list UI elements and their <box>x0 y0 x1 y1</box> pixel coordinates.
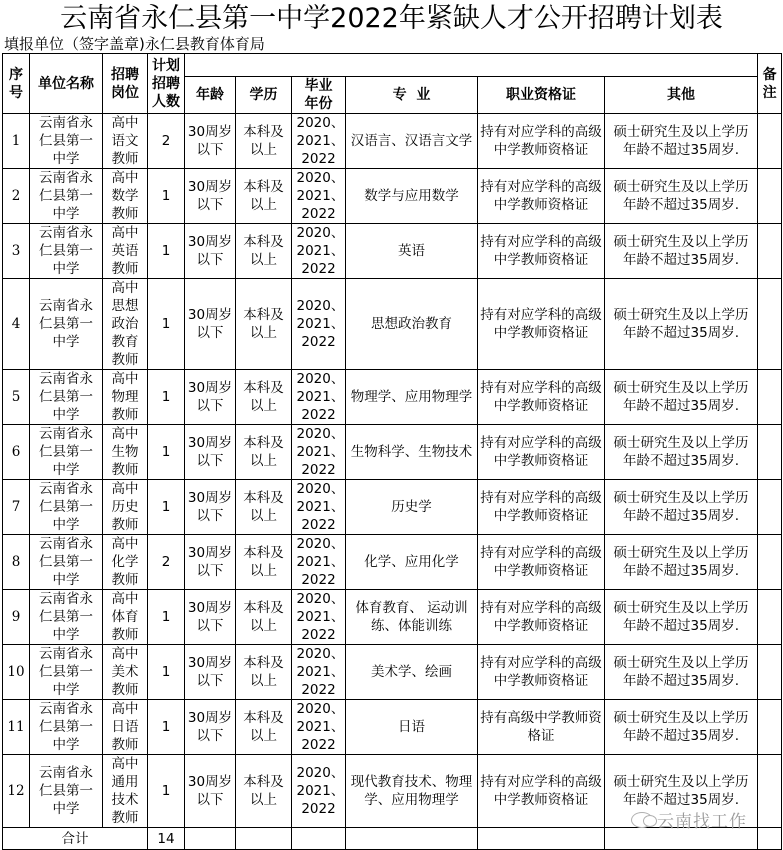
row-certificate: 持有对应学科的高级中学教师资格证 <box>478 169 605 224</box>
row-major: 美术学、绘画 <box>346 645 478 700</box>
table-row <box>3 224 782 279</box>
row-grad-year: 2020、2021、2022 <box>292 114 346 169</box>
row-planned: 1 <box>148 279 185 370</box>
row-position: 高中化学教师 <box>103 535 148 590</box>
row-unit: 云南省永仁县第一中学 <box>30 755 103 828</box>
row-other: 硕士研究生及以上学历年龄不超过35周岁. <box>605 279 758 370</box>
header-planned: 计划招聘人数 <box>148 54 185 114</box>
table-row <box>3 700 782 755</box>
row-position: 高中数学教师 <box>103 169 148 224</box>
row-certificate: 持有对应学科的高级中学教师资格证 <box>478 114 605 169</box>
row-planned: 1 <box>148 370 185 425</box>
wechat-icon <box>631 812 653 828</box>
row-education: 本科及以上 <box>236 535 292 590</box>
row-seq: 7 <box>3 480 30 535</box>
table-row <box>3 480 782 535</box>
row-grad-year: 2020、2021、2022 <box>292 425 346 480</box>
row-certificate: 持有高级中学教师资格证 <box>478 700 605 755</box>
row-other: 硕士研究生及以上学历年龄不超过35周岁. <box>605 169 758 224</box>
row-grad-year: 2020、2021、2022 <box>292 169 346 224</box>
row-certificate: 持有对应学科的高级中学教师资格证 <box>478 370 605 425</box>
row-unit: 云南省永仁县第一中学 <box>30 279 103 370</box>
row-education: 本科及以上 <box>236 224 292 279</box>
row-age: 30周岁以下 <box>185 480 236 535</box>
row-major: 体育教育、 运动训练、体能训练 <box>346 590 478 645</box>
row-education: 本科及以上 <box>236 370 292 425</box>
table-row <box>3 370 782 425</box>
header-major: 专 业 <box>346 77 478 114</box>
row-seq: 6 <box>3 425 30 480</box>
row-grad-year: 2020、2021、2022 <box>292 700 346 755</box>
total-label: 合计 <box>3 828 148 850</box>
header-requirements-group <box>185 54 758 77</box>
row-remark <box>758 590 782 645</box>
row-position: 高中语文教师 <box>103 114 148 169</box>
row-certificate: 持有对应学科的高级中学教师资格证 <box>478 755 605 828</box>
table-row <box>3 169 782 224</box>
row-major: 生物科学、生物技术 <box>346 425 478 480</box>
row-unit: 云南省永仁县第一中学 <box>30 114 103 169</box>
row-seq: 12 <box>3 755 30 828</box>
row-major: 英语 <box>346 224 478 279</box>
table-row <box>3 535 782 590</box>
row-remark <box>758 755 782 828</box>
row-unit: 云南省永仁县第一中学 <box>30 645 103 700</box>
row-other: 硕士研究生及以上学历年龄不超过35周岁. <box>605 114 758 169</box>
table-row <box>3 279 782 370</box>
row-age: 30周岁以下 <box>185 114 236 169</box>
row-certificate: 持有对应学科的高级中学教师资格证 <box>478 224 605 279</box>
row-grad-year: 2020、2021、2022 <box>292 535 346 590</box>
row-unit: 云南省永仁县第一中学 <box>30 169 103 224</box>
table-row <box>3 590 782 645</box>
row-age: 30周岁以下 <box>185 590 236 645</box>
row-other: 硕士研究生及以上学历年龄不超过35周岁. <box>605 700 758 755</box>
row-education: 本科及以上 <box>236 590 292 645</box>
row-age: 30周岁以下 <box>185 755 236 828</box>
watermark-text: 云南找工作 <box>657 812 747 832</box>
row-age: 30周岁以下 <box>185 224 236 279</box>
row-unit: 云南省永仁县第一中学 <box>30 224 103 279</box>
row-planned: 2 <box>148 114 185 169</box>
row-position: 高中通用技术教师 <box>103 755 148 828</box>
row-seq: 8 <box>3 535 30 590</box>
row-unit: 云南省永仁县第一中学 <box>30 590 103 645</box>
row-education: 本科及以上 <box>236 425 292 480</box>
row-unit: 云南省永仁县第一中学 <box>30 535 103 590</box>
row-planned: 1 <box>148 169 185 224</box>
row-other: 硕士研究生及以上学历年龄不超过35周岁. <box>605 224 758 279</box>
row-grad-year: 2020、2021、2022 <box>292 224 346 279</box>
row-grad-year: 2020、2021、2022 <box>292 755 346 828</box>
row-remark <box>758 169 782 224</box>
row-unit: 云南省永仁县第一中学 <box>30 480 103 535</box>
row-remark <box>758 700 782 755</box>
row-age: 30周岁以下 <box>185 645 236 700</box>
row-position: 高中体育教师 <box>103 590 148 645</box>
row-position: 高中英语教师 <box>103 224 148 279</box>
row-unit: 云南省永仁县第一中学 <box>30 370 103 425</box>
row-major: 思想政治教育 <box>346 279 478 370</box>
row-remark <box>758 224 782 279</box>
row-education: 本科及以上 <box>236 700 292 755</box>
row-position: 高中历史教师 <box>103 480 148 535</box>
row-education: 本科及以上 <box>236 645 292 700</box>
row-major: 历史学 <box>346 480 478 535</box>
row-seq: 5 <box>3 370 30 425</box>
row-other: 硕士研究生及以上学历年龄不超过35周岁. <box>605 590 758 645</box>
row-seq: 11 <box>3 700 30 755</box>
row-remark <box>758 114 782 169</box>
header-education: 学历 <box>236 77 292 114</box>
row-seq: 3 <box>3 224 30 279</box>
row-certificate: 持有对应学科的高级中学教师资格证 <box>478 480 605 535</box>
table-row <box>3 645 782 700</box>
row-other: 硕士研究生及以上学历年龄不超过35周岁. <box>605 535 758 590</box>
row-planned: 1 <box>148 590 185 645</box>
row-planned: 1 <box>148 425 185 480</box>
row-other: 硕士研究生及以上学历年龄不超过35周岁. <box>605 425 758 480</box>
row-major: 数学与应用数学 <box>346 169 478 224</box>
row-position: 高中思想政治教育教师 <box>103 279 148 370</box>
row-planned: 1 <box>148 645 185 700</box>
row-remark <box>758 370 782 425</box>
row-position: 高中物理教师 <box>103 370 148 425</box>
row-education: 本科及以上 <box>236 755 292 828</box>
row-major: 化学、应用化学 <box>346 535 478 590</box>
row-unit: 云南省永仁县第一中学 <box>30 425 103 480</box>
header-position: 招聘岗位 <box>103 54 148 114</box>
row-education: 本科及以上 <box>236 114 292 169</box>
row-remark <box>758 480 782 535</box>
row-certificate: 持有对应学科的高级中学教师资格证 <box>478 279 605 370</box>
row-age: 30周岁以下 <box>185 700 236 755</box>
row-grad-year: 2020、2021、2022 <box>292 590 346 645</box>
row-major: 日语 <box>346 700 478 755</box>
row-age: 30周岁以下 <box>185 425 236 480</box>
row-grad-year: 2020、2021、2022 <box>292 279 346 370</box>
row-planned: 1 <box>148 755 185 828</box>
row-unit: 云南省永仁县第一中学 <box>30 700 103 755</box>
row-age: 30周岁以下 <box>185 279 236 370</box>
row-age: 30周岁以下 <box>185 169 236 224</box>
row-remark <box>758 535 782 590</box>
header-certificate: 职业资格证 <box>478 77 605 114</box>
row-major: 汉语言、汉语言文学 <box>346 114 478 169</box>
row-planned: 2 <box>148 535 185 590</box>
row-major: 现代教育技术、物理学、应用物理学 <box>346 755 478 828</box>
row-remark <box>758 425 782 480</box>
row-grad-year: 2020、2021、2022 <box>292 370 346 425</box>
row-seq: 4 <box>3 279 30 370</box>
table-row <box>3 114 782 169</box>
row-education: 本科及以上 <box>236 480 292 535</box>
table-row <box>3 425 782 480</box>
header-unit: 单位名称 <box>30 54 103 114</box>
row-position: 高中美术教师 <box>103 645 148 700</box>
row-position: 高中日语教师 <box>103 700 148 755</box>
filler-unit-label: 填报单位（签字盖章)永仁县教育体育局 <box>4 35 265 53</box>
header-seq: 序号 <box>3 54 30 114</box>
row-remark <box>758 645 782 700</box>
recruitment-plan-table <box>2 53 782 850</box>
row-planned: 1 <box>148 480 185 535</box>
row-grad-year: 2020、2021、2022 <box>292 480 346 535</box>
row-seq: 2 <box>3 169 30 224</box>
watermark <box>631 812 747 832</box>
row-education: 本科及以上 <box>236 279 292 370</box>
row-certificate: 持有对应学科的高级中学教师资格证 <box>478 645 605 700</box>
row-other: 硕士研究生及以上学历年龄不超过35周岁. <box>605 370 758 425</box>
header-remark: 备注 <box>758 54 782 114</box>
row-seq: 10 <box>3 645 30 700</box>
row-major: 物理学、应用物理学 <box>346 370 478 425</box>
row-other: 硕士研究生及以上学历年龄不超过35周岁. <box>605 480 758 535</box>
document-title: 云南省永仁县第一中学2022年紧缺人才公开招聘计划表 <box>60 3 723 34</box>
row-education: 本科及以上 <box>236 169 292 224</box>
row-age: 30周岁以下 <box>185 370 236 425</box>
row-position: 高中生物教师 <box>103 425 148 480</box>
row-planned: 1 <box>148 700 185 755</box>
row-certificate: 持有对应学科的高级中学教师资格证 <box>478 535 605 590</box>
row-seq: 9 <box>3 590 30 645</box>
row-certificate: 持有对应学科的高级中学教师资格证 <box>478 590 605 645</box>
row-seq: 1 <box>3 114 30 169</box>
header-grad-year: 毕业年份 <box>292 77 346 114</box>
row-age: 30周岁以下 <box>185 535 236 590</box>
total-planned: 14 <box>148 828 185 850</box>
row-remark <box>758 279 782 370</box>
row-planned: 1 <box>148 224 185 279</box>
row-grad-year: 2020、2021、2022 <box>292 645 346 700</box>
row-other: 硕士研究生及以上学历年龄不超过35周岁. <box>605 645 758 700</box>
header-age: 年龄 <box>185 77 236 114</box>
row-certificate: 持有对应学科的高级中学教师资格证 <box>478 425 605 480</box>
header-other: 其他 <box>605 77 758 114</box>
row-other: 硕士研究生及以上学历年龄不超过35周岁. <box>605 755 758 828</box>
